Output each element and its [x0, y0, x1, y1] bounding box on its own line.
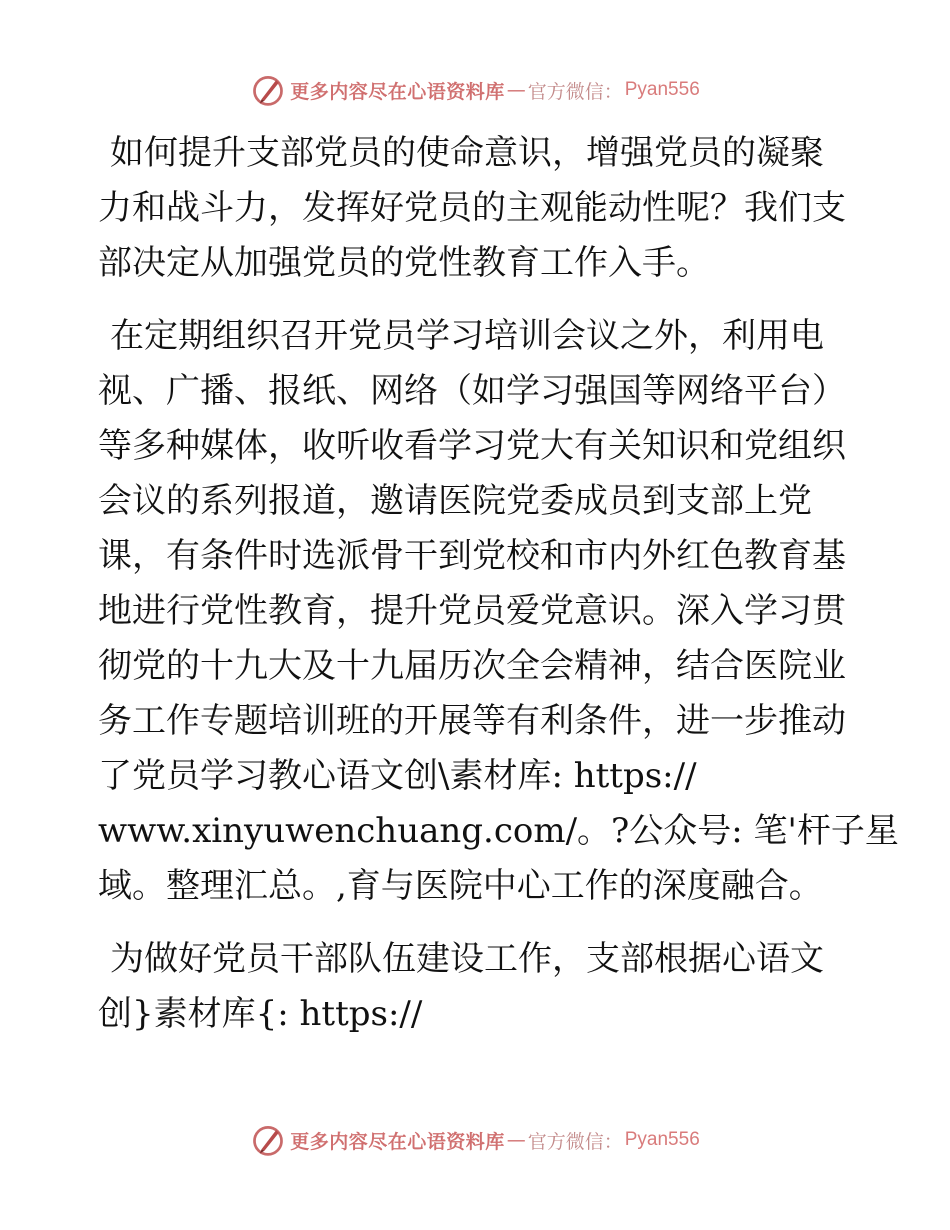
text-line: 等多种媒体，收听收看学习党大有关知识和党组织 — [98, 426, 846, 466]
banner-wechat-label: 官方微信： — [527, 1130, 623, 1153]
text-line: 了党员学习教心语文创\素材库: https:// — [98, 756, 697, 796]
text-line: 创}素材库{: https:// — [98, 994, 423, 1034]
banner-main-text: 更多内容尽在心语资料库 — [290, 80, 505, 103]
footer-banner — [0, 1120, 950, 1160]
text-line: 部决定从加强党员的党性教育工作入手。 — [98, 243, 710, 283]
paragraph-3 — [98, 932, 858, 1042]
text-line: 地进行党性教育，提升党员爱党意识。深入学习贯 — [98, 591, 846, 631]
paragraph-2 — [98, 309, 899, 914]
banner-dash: — — [506, 79, 526, 101]
text-line: 为做好党员干部队伍建设工作，支部根据心语文 — [110, 939, 824, 979]
header-banner — [0, 70, 950, 110]
banner-dash: — — [506, 1129, 526, 1151]
document-body — [98, 126, 899, 1060]
text-line: 视、广播、报纸、网络（如学习强国等网络平台） — [98, 371, 846, 411]
text-line: 彻党的十九大及十九届历次全会精神，结合医院业 — [98, 646, 846, 686]
paragraph-1 — [98, 126, 858, 291]
banner-wechat-label: 官方微信： — [527, 80, 623, 103]
pen-logo-icon — [250, 72, 286, 108]
text-line: 务工作专题培训班的开展等有利条件，进一步推动 — [98, 701, 846, 741]
banner-main-text: 更多内容尽在心语资料库 — [290, 1130, 505, 1153]
text-line: 力和战斗力，发挥好党员的主观能动性呢？我们支 — [98, 188, 846, 228]
text-line: 课，有条件时选派骨干到党校和市内外红色教育基 — [98, 536, 846, 576]
text-line: 如何提升支部党员的使命意识，增强党员的凝聚 — [110, 133, 824, 173]
text-line: 域。整理汇总。,育与医院中心工作的深度融合。 — [98, 866, 823, 906]
text-line: 在定期组织召开党员学习培训会议之外，利用电 — [110, 316, 824, 356]
banner-wechat-id: Pyan556 — [624, 79, 700, 100]
pen-logo-icon — [250, 1122, 286, 1158]
text-line: 会议的系列报道，邀请医院党委成员到支部上党 — [98, 481, 812, 521]
banner-wechat-id: Pyan556 — [624, 1129, 700, 1150]
text-line: www.xinyuwenchuang.com/。?公众号: 笔'杆子星 — [98, 811, 899, 851]
